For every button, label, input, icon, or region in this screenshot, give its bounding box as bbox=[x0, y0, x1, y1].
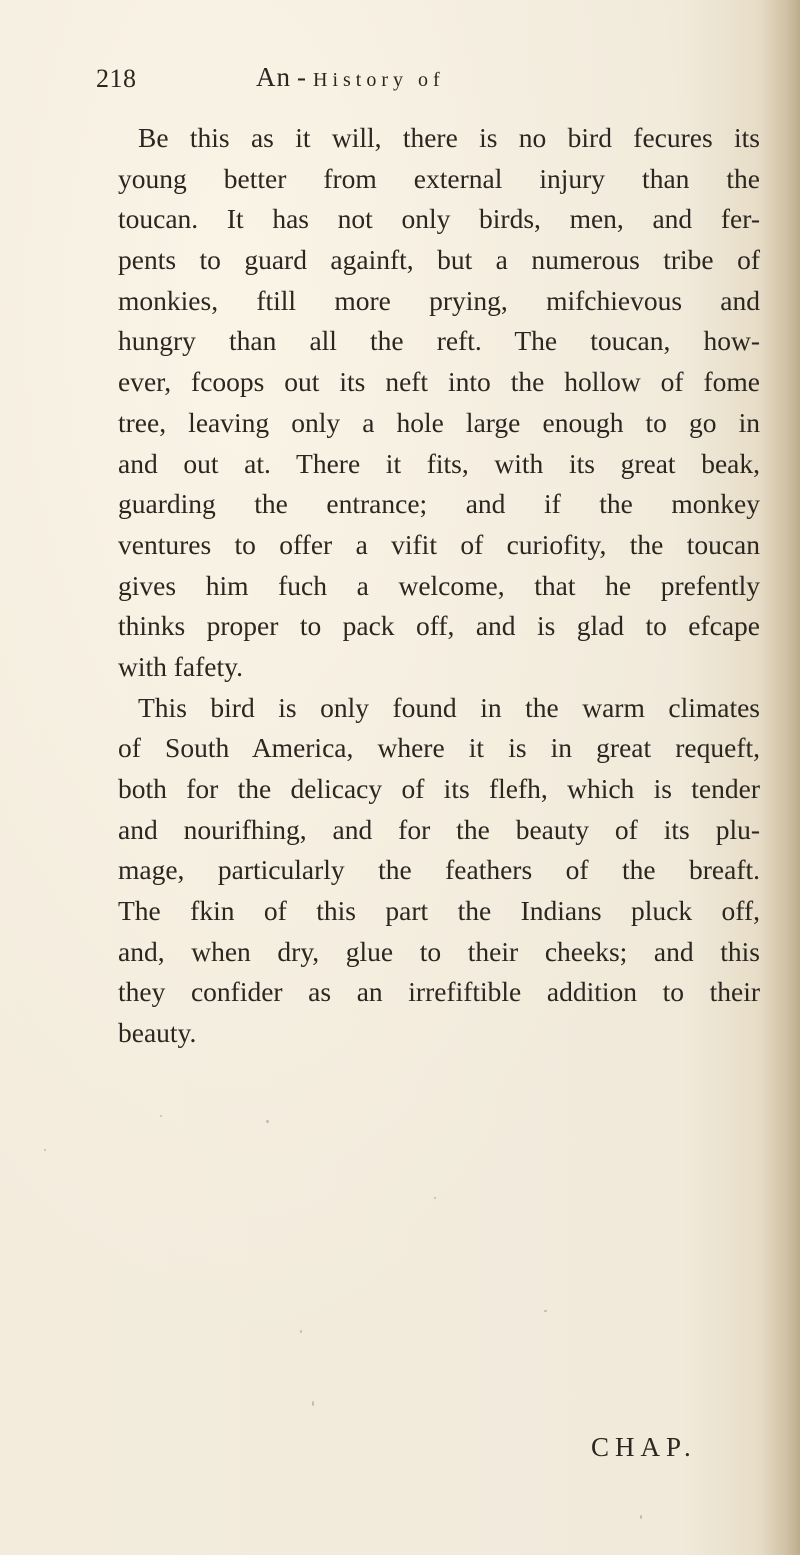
text-line: tree, leaving only a hole large enough to go in bbox=[118, 406, 760, 438]
text-line: hungry than all the reft. The toucan, how- bbox=[118, 325, 760, 357]
text-line: with fafety. bbox=[118, 650, 243, 682]
paper-speck bbox=[266, 1120, 269, 1123]
paragraph-1 bbox=[118, 118, 760, 688]
paper-speck bbox=[160, 1115, 162, 1117]
text-line: This bird is only found in the warm climates bbox=[138, 691, 760, 723]
text-line: ever, fcoops out its neft into the hollow of fome bbox=[118, 366, 760, 398]
text-line: and out at. There it fits, with its great beak, bbox=[118, 447, 760, 479]
text-line: and, when dry, glue to their cheeks; and this bbox=[118, 935, 760, 967]
text-line: and nourifhing, and for the beauty of its plu- bbox=[118, 813, 760, 845]
text-line: Be this as it will, there is no bird fecures its bbox=[138, 122, 760, 153]
text-line: monkies, ftill more prying, mifchievous and bbox=[118, 284, 760, 316]
paper-speck bbox=[434, 1197, 436, 1199]
text-line: pents to guard againft, but a numerous tribe of bbox=[118, 244, 760, 276]
page-header bbox=[96, 62, 696, 102]
text-line: gives him fuch a welcome, that he prefently bbox=[118, 569, 760, 601]
text-line: guarding the entrance; and if the monkey bbox=[118, 488, 760, 520]
running-head-separator: - bbox=[297, 62, 307, 92]
body-text bbox=[118, 118, 760, 1054]
running-head-title: History of bbox=[313, 69, 445, 91]
paper-speck bbox=[300, 1330, 302, 1333]
running-head bbox=[256, 62, 445, 93]
text-line: thinks proper to pack off, and is glad to efcape bbox=[118, 610, 760, 642]
paper-speck bbox=[640, 1515, 642, 1519]
page-number: 218 bbox=[96, 64, 137, 93]
text-line: both for the delicacy of its flefh, which is tender bbox=[118, 773, 760, 804]
paragraph-2 bbox=[118, 688, 760, 1054]
text-line: mage, particularly the feathers of the breaft. bbox=[118, 854, 760, 886]
text-line: toucan. It has not only birds, men, and fer- bbox=[118, 203, 760, 235]
page-edge-shadow bbox=[762, 0, 800, 1555]
paper-speck bbox=[312, 1401, 314, 1406]
text-line: beauty. bbox=[118, 1017, 197, 1049]
paper-speck bbox=[544, 1310, 547, 1312]
catchword: CHAP. bbox=[591, 1432, 697, 1462]
text-line: they confider as an irrefiftible addition to their bbox=[118, 976, 760, 1008]
running-head-prefix: An bbox=[256, 62, 291, 92]
text-line: ventures to offer a vifit of curiofity, the toucan bbox=[118, 528, 760, 560]
paper-speck bbox=[44, 1149, 46, 1151]
text-line: young better from external injury than the bbox=[118, 162, 760, 194]
text-line: The fkin of this part the Indians pluck off, bbox=[118, 895, 760, 927]
text-line: of South America, where it is in great requeft, bbox=[118, 732, 760, 764]
